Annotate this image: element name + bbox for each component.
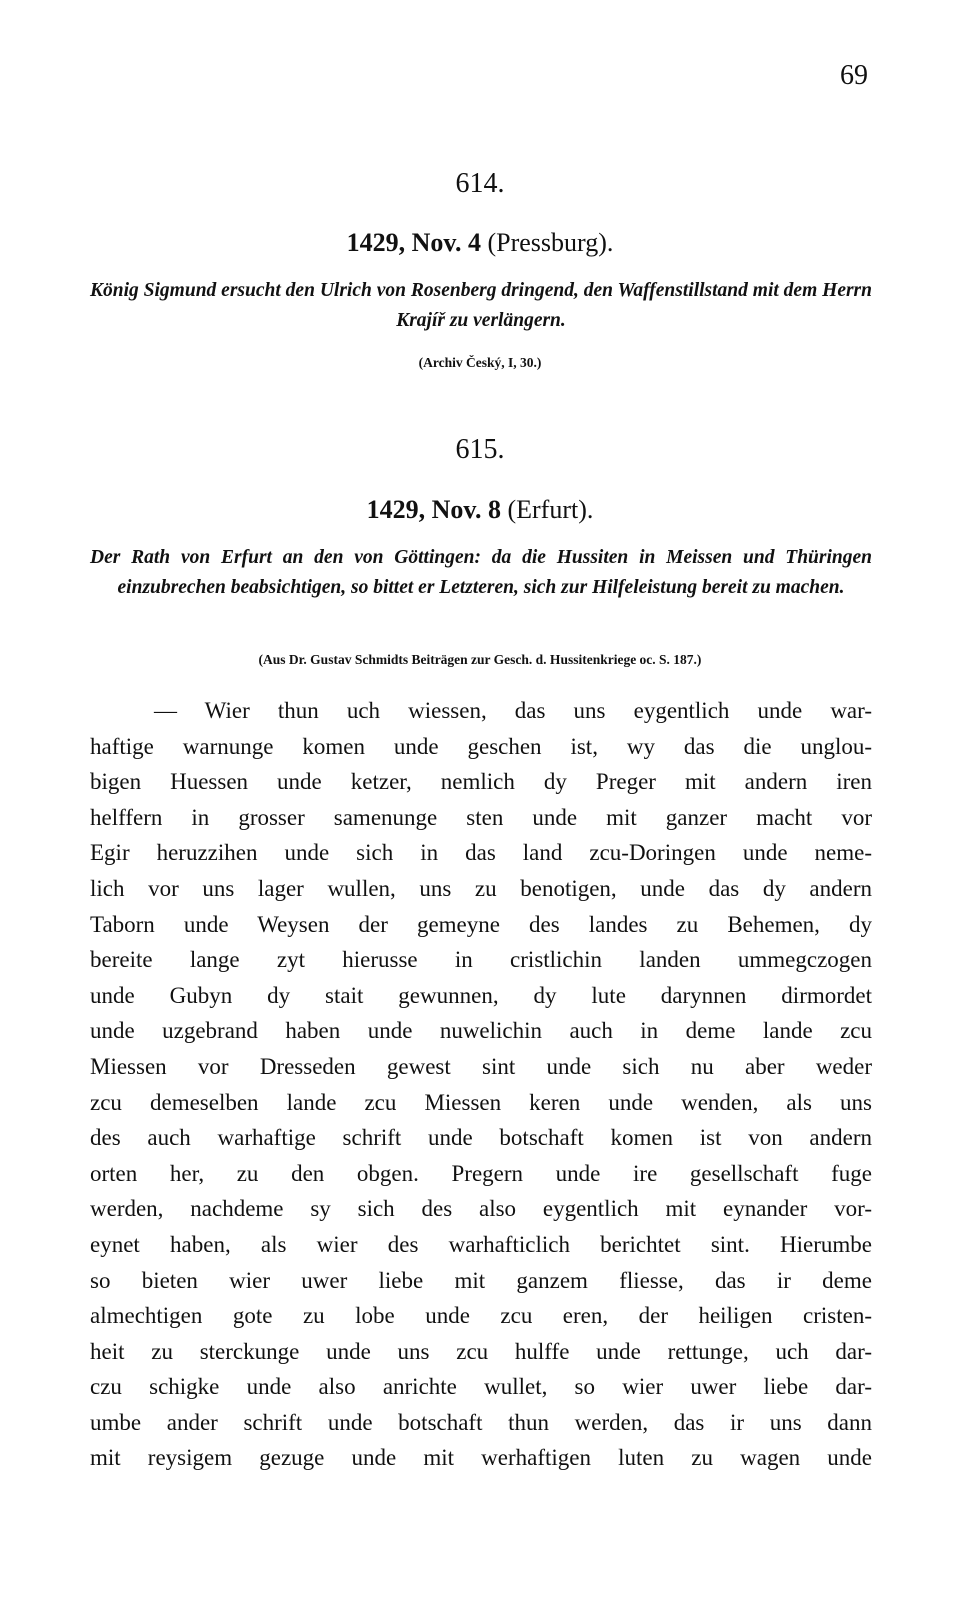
document-date: 1429, Nov. 8 xyxy=(366,495,501,524)
body-line: mit reysigem gezuge unde mit werhaftigen luten zu wagen unde xyxy=(90,1445,872,1471)
body-line: — Wier thun uch wiessen, das uns eygentlich unde war- xyxy=(154,698,872,723)
body-line: lich vor uns lager wullen, uns zu benotigen, unde das dy andern xyxy=(90,875,872,901)
body-line: orten her, zu den obgen. Pregern unde ire gesellschaft fuge xyxy=(90,1160,872,1186)
body-line: bereite lange zyt hierusse in cristlichin landen ummegczogen xyxy=(90,947,872,973)
document-summary: König Sigmund ersucht den Ulrich von Rosenberg dringend, den Waffenstillstand mit dem Herrn Krajíř zu verlängern. xyxy=(90,280,872,331)
body-line: unde Gubyn dy stait gewunnen, dy lute darynnen dirmordet xyxy=(90,982,872,1008)
document-place: (Erfurt). xyxy=(507,495,594,524)
body-line: unde uzgebrand haben unde nuwelichin auch in deme lande zcu xyxy=(90,1018,872,1044)
document-summary: Der Rath von Erfurt an den von Göttingen: da die Hussiten in Meissen und Thüringen einzubrechen beabsichtigen, so bittet er Letzteren, sich zur Hilfeleistung bereit zu machen. xyxy=(90,547,872,598)
body-line: Egir heruzzihen unde sich in das land zcu-Doringen unde neme- xyxy=(90,840,872,866)
document-dateline xyxy=(0,228,960,258)
document-number: 615. xyxy=(455,434,505,465)
body-line: so bieten wier uwer liebe mit ganzem fliesse, das ir deme xyxy=(90,1267,872,1293)
body-line: zcu demeselben lande zcu Miessen keren unde wenden, als uns xyxy=(90,1089,872,1115)
body-line: umbe ander schrift unde botschaft thun werden, das ir uns dann xyxy=(90,1409,872,1435)
body-line: des auch warhaftige schrift unde botschaft komen ist von andern xyxy=(90,1125,872,1151)
body-line: haftige warnunge komen unde geschen ist, wy das die unglou- xyxy=(90,733,872,759)
page-number: 69 xyxy=(840,60,868,91)
body-line: eynet haben, als wier des warhafticlich berichtet sint. Hierumbe xyxy=(90,1231,872,1257)
document-source: (Aus Dr. Gustav Schmidts Beiträgen zur Gesch. d. Hussitenkriege oc. S. 187.) xyxy=(258,652,702,667)
document-source: (Archiv Český, I, 30.) xyxy=(418,355,542,370)
body-line: Miessen vor Dresseden gewest sint unde sich nu aber weder xyxy=(90,1053,872,1079)
body-line: heit zu sterckunge unde uns zcu hulffe unde rettunge, uch dar- xyxy=(90,1338,872,1364)
body-line: helffern in grosser samenunge sten unde mit ganzer macht vor xyxy=(90,804,872,830)
document-number: 614. xyxy=(455,168,505,199)
body-line: werden, nachdeme sy sich des also eygentlich mit eynander vor- xyxy=(90,1196,872,1222)
body-line: bigen Huessen unde ketzer, nemlich dy Preger mit andern iren xyxy=(90,769,872,795)
document-place: (Pressburg). xyxy=(487,228,614,257)
letter-body xyxy=(90,693,872,1476)
body-line: czu schigke unde also anrichte wullet, so wier uwer liebe dar- xyxy=(90,1374,872,1400)
body-line: Taborn unde Weysen der gemeyne des landes zu Behemen, dy xyxy=(90,911,872,937)
document-dateline xyxy=(0,495,960,525)
body-line: almechtigen gote zu lobe unde zcu eren, der heiligen cristen- xyxy=(90,1303,872,1329)
document-date: 1429, Nov. 4 xyxy=(346,228,481,257)
